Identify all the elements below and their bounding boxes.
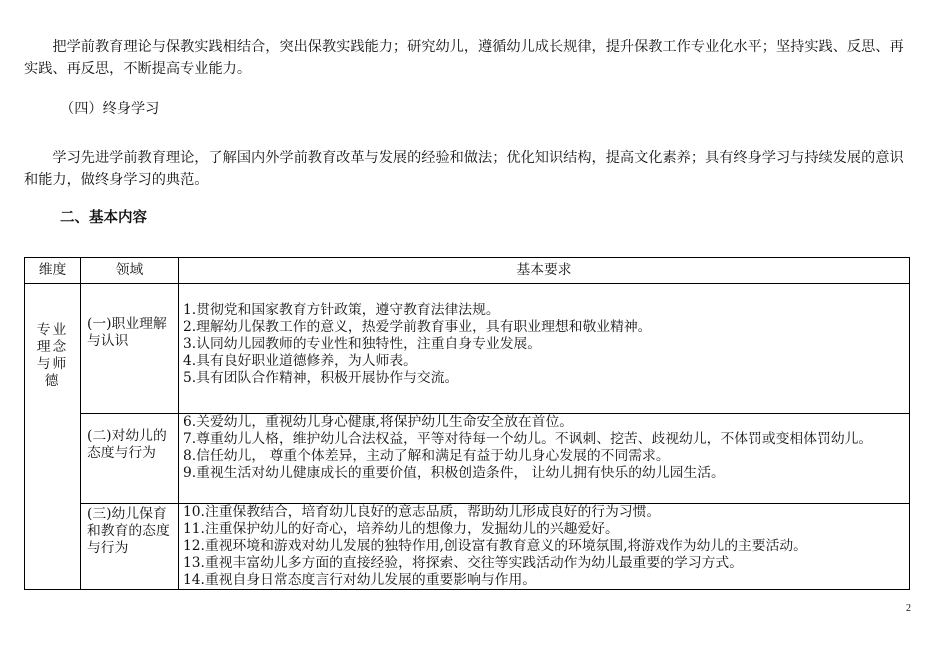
section-heading: 二、基本内容 bbox=[60, 209, 147, 226]
header-requirements: 基本要求 bbox=[179, 258, 910, 284]
domain-cell: (一)职业理解与认识 bbox=[81, 284, 179, 414]
list-item: 11.注重保护幼儿的好奇心，培养幼儿的想像力，发掘幼儿的兴趣爱好。 bbox=[183, 521, 619, 537]
list-item: 7.尊重幼儿人格，维护幼儿合法权益，平等对待每一个幼儿。不讽刺、挖苦、歧视幼儿，不体罚或变相体罚幼儿。 bbox=[183, 431, 873, 447]
header-dimension: 维度 bbox=[25, 258, 81, 284]
domain-cell: (三)幼儿保育和教育的态度与行为 bbox=[81, 504, 179, 590]
list-item: 13.重视丰富幼儿多方面的直接经验，将探索、交往等实践活动作为幼儿最重要的学习方式。 bbox=[183, 555, 744, 571]
dimension-cell: 专业理念与师德 bbox=[25, 284, 81, 590]
content-table bbox=[24, 257, 910, 590]
list-item: 9.重视生活对幼儿健康成长的重要价值，积极创造条件， 让幼儿拥有快乐的幼儿园生活。 bbox=[183, 465, 725, 481]
requirements-cell bbox=[179, 504, 910, 590]
domain-cell: (二)对幼儿的态度与行为 bbox=[81, 414, 179, 504]
lifelong-learning-heading: （四）终身学习 bbox=[60, 101, 160, 117]
list-item: 6.关爱幼儿，重视幼儿身心健康,将保护幼儿生命安全放在首位。 bbox=[183, 414, 574, 430]
requirements-list bbox=[183, 302, 905, 387]
table-row bbox=[25, 414, 910, 504]
list-item: 14.重视自身日常态度言行对幼儿发展的重要影响与作用。 bbox=[183, 572, 537, 588]
requirements-cell bbox=[179, 284, 910, 414]
table-header-row bbox=[25, 258, 910, 284]
lifelong-learning-paragraph: 学习先进学前教育理论，了解国内外学前教育改革与发展的经验和做法；优化知识结构，提高文化素养；具有终身学习与持续发展的意识和能力，做终身学习的典范。 bbox=[24, 150, 904, 188]
list-item: 5.具有团队合作精神，积极开展协作与交流。 bbox=[183, 370, 459, 386]
list-item: 1.贯彻党和国家教育方针政策，遵守教育法律法规。 bbox=[183, 302, 500, 318]
table-row bbox=[25, 504, 910, 590]
page-number: 2 bbox=[906, 603, 911, 614]
table-row bbox=[25, 284, 910, 414]
list-item: 4.具有良好职业道德修养，为人师表。 bbox=[183, 353, 417, 369]
list-item: 10.注重保教结合，培育幼儿良好的意志品质，帮助幼儿形成良好的行为习惯。 bbox=[183, 504, 661, 520]
list-item: 12.重视环境和游戏对幼儿发展的独特作用,创设富有教育意义的环境氛围,将游戏作为幼儿的主要活动。 bbox=[183, 538, 807, 554]
list-item: 8.信任幼儿， 尊重个体差异，主动了解和满足有益于幼儿身心发展的不同需求。 bbox=[183, 448, 670, 464]
list-item: 2.理解幼儿保教工作的意义，热爱学前教育事业，具有职业理想和敬业精神。 bbox=[183, 319, 652, 335]
requirements-list bbox=[183, 504, 905, 589]
requirements-list bbox=[183, 414, 905, 482]
list-item: 3.认同幼儿园教师的专业性和独特性，注重自身专业发展。 bbox=[183, 336, 542, 352]
header-domain: 领域 bbox=[81, 258, 179, 284]
practice-paragraph: 把学前教育理论与保教实践相结合，突出保教实践能力；研究幼儿，遵循幼儿成长规律，提升保教工作专业化水平；坚持实践、反思、再实践、再反思，不断提高专业能力。 bbox=[24, 39, 904, 77]
requirements-cell bbox=[179, 414, 910, 504]
